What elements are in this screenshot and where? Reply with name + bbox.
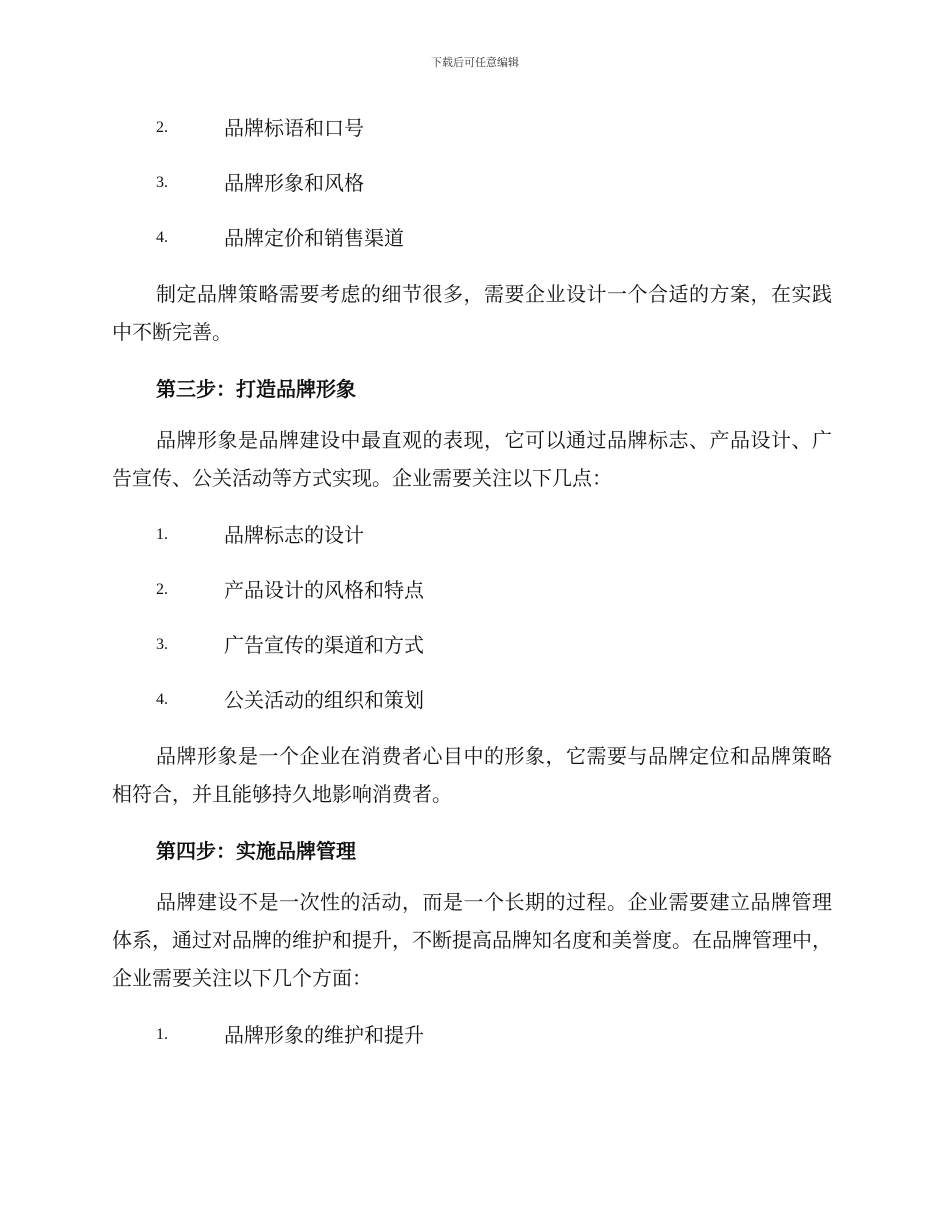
list-item [112,220,832,275]
section-heading: 第三步：打造品牌形象 [156,377,356,401]
list-text: 品牌形象和风格 [224,171,364,195]
section-heading: 第四步：实施品牌管理 [156,839,356,863]
list-text: 品牌形象的维护和提升 [224,1023,424,1047]
paragraph: 制定品牌策略需要考虑的细节很多，需要企业设计一个合适的方案，在实践中不断完善。 [112,282,832,344]
paragraph: 品牌建设不是一次性的活动，而是一个长期的过程。企业需要建立品牌管理体系，通过对品牌的维护和提升，不断提高品牌知名度和美誉度。在品牌管理中，企业需要关注以下几个方面： [112,890,832,990]
list-number: 4. [156,229,168,246]
list-text: 品牌标志的设计 [224,523,364,547]
list-text: 广告宣传的渠道和方式 [224,633,424,657]
list-text: 品牌标语和口号 [224,116,364,140]
list-item [112,517,832,572]
list-number: 2. [156,119,168,136]
list-number: 1. [156,1026,168,1043]
list-number: 3. [156,636,168,653]
list-number: 4. [156,691,168,708]
list-number: 1. [156,526,168,543]
list-item [112,1017,832,1072]
list-text: 公关活动的组织和策划 [224,688,424,712]
paragraph: 品牌形象是品牌建设中最直观的表现，它可以通过品牌标志、产品设计、广告宣传、公关活动等方式实现。企业需要关注以下几点： [112,428,832,490]
list-item [112,110,832,165]
page-header: 下载后可任意编辑 [431,56,519,69]
list-item [112,572,832,627]
list-number: 2. [156,581,168,598]
list-item [112,165,832,220]
document-body [112,110,832,1072]
paragraph: 品牌形象是一个企业在消费者心目中的形象，它需要与品牌定位和品牌策略相符合，并且能够持久地影响消费者。 [112,744,832,806]
list-item [112,627,832,682]
list-text: 品牌定价和销售渠道 [224,226,404,250]
list-item [112,682,832,737]
list-number: 3. [156,174,168,191]
list-text: 产品设计的风格和特点 [224,578,424,602]
